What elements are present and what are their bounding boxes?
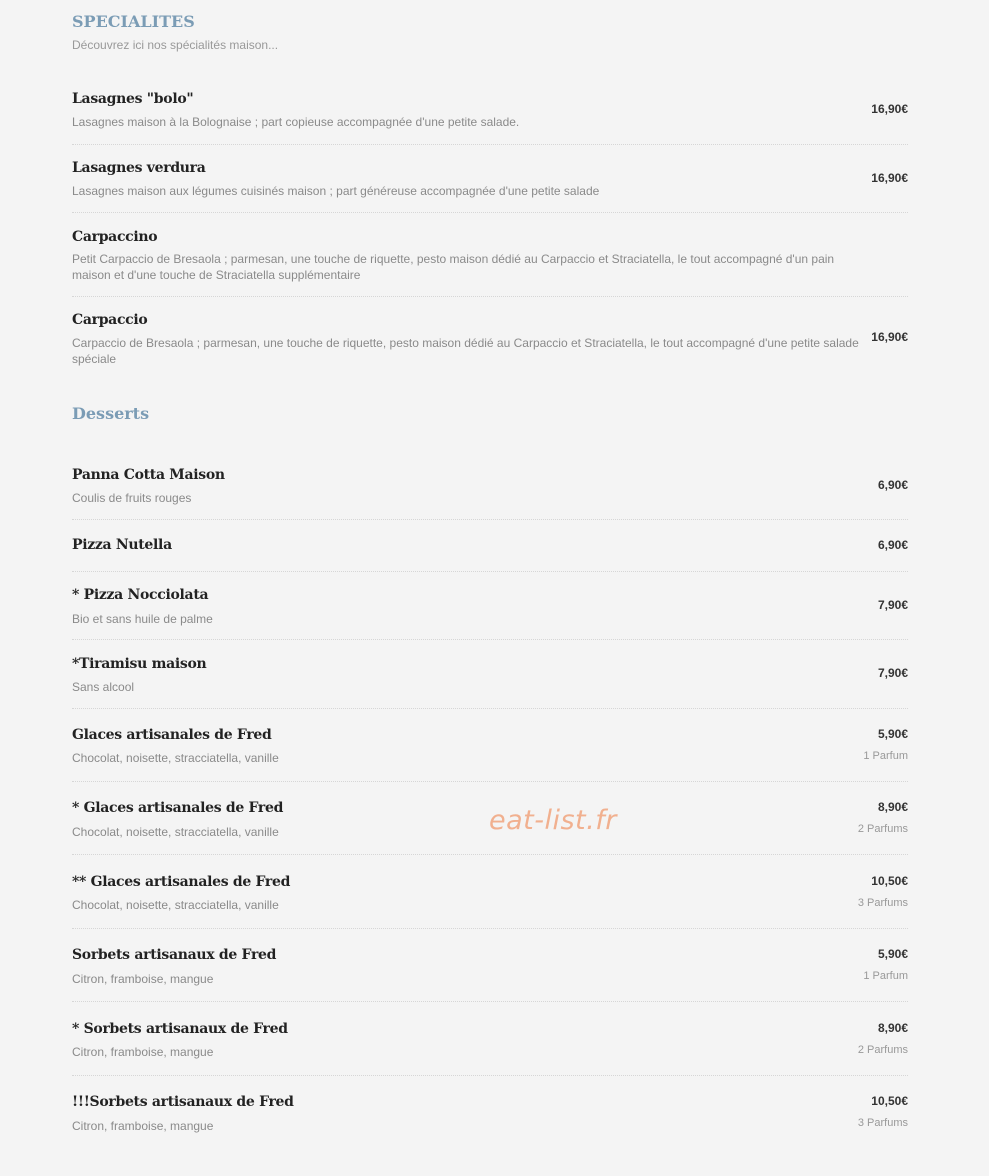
item-description: Sans alcool (72, 680, 135, 694)
item-name: * Glaces artisanales de Fred (72, 800, 284, 816)
item-description: Chocolat, noisette, stracciatella, vanille (72, 751, 279, 765)
item-portion-note: 2 Parfums (857, 823, 908, 835)
menu-item (72, 947, 908, 1002)
item-price: 5,90€ (877, 947, 908, 961)
item-description: Coulis de fruits rouges (72, 491, 192, 505)
item-price: 10,50€ (871, 874, 908, 888)
item-description: Bio et sans huile de palme (72, 612, 213, 626)
section-subtitle-specialites: Découvrez ici nos spécialités maison... (72, 38, 279, 52)
item-description: Petit Carpaccio de Bresaola ; parmesan, une touche de riquette, pesto maison dédié au Carpaccio et Straciatella, le tout accompagné d'un pain maison et d'une touche de Straciatella supplémentaire (72, 252, 835, 282)
item-name: Carpaccio (72, 312, 148, 328)
item-portion-note: 2 Parfums (857, 1044, 908, 1056)
menu-item (72, 656, 908, 709)
item-price: 16,90€ (871, 102, 908, 116)
item-price: 7,90€ (877, 666, 908, 680)
item-price: 16,90€ (871, 171, 908, 185)
item-name: Panna Cotta Maison (72, 467, 225, 483)
item-price: 10,50€ (871, 1094, 908, 1108)
menu-item (72, 160, 908, 213)
menu-item (72, 727, 908, 782)
item-price: 8,90€ (877, 800, 908, 814)
item-name: !!!Sorbets artisanaux de Fred (72, 1094, 294, 1110)
section-title-specialites: SPECIALITES (72, 12, 195, 31)
item-description: Chocolat, noisette, stracciatella, vanille (72, 825, 279, 839)
item-price: 7,90€ (877, 598, 908, 612)
item-portion-note: 1 Parfum (863, 750, 908, 762)
item-name: Carpaccino (72, 229, 158, 245)
item-description: Carpaccio de Bresaola ; parmesan, une touche de riquette, pesto maison dédié au Carpaccio et Straciatella, le tout accompagné d'une petite salade spéciale (72, 336, 859, 366)
item-name: Lasagnes verdura (72, 160, 206, 176)
watermark: eat-list.fr (489, 805, 617, 836)
menu-item (72, 467, 908, 520)
item-description: Citron, framboise, mangue (72, 972, 214, 986)
item-portion-note: 1 Parfum (863, 970, 908, 982)
section-title-desserts: Desserts (72, 404, 150, 423)
menu-item (72, 1094, 908, 1139)
item-description: Citron, framboise, mangue (72, 1045, 214, 1059)
menu-item (72, 1021, 908, 1076)
item-description: Lasagnes maison à la Bolognaise ; part copieuse accompagnée d'une petite salade. (72, 115, 520, 129)
item-price: 6,90€ (877, 478, 908, 492)
item-name: * Sorbets artisanaux de Fred (72, 1021, 288, 1037)
item-price: 5,90€ (877, 727, 908, 741)
item-name: * Pizza Nocciolata (72, 587, 209, 603)
item-name: Lasagnes "bolo" (72, 91, 194, 107)
item-name: ** Glaces artisanales de Fred (72, 874, 291, 890)
item-description: Lasagnes maison aux légumes cuisinés maison ; part généreuse accompagnée d'une petite salade (72, 184, 600, 198)
item-price: 16,90€ (871, 330, 908, 344)
item-price: 6,90€ (877, 538, 908, 552)
item-name: Glaces artisanales de Fred (72, 727, 272, 743)
menu-item (72, 874, 908, 929)
item-description: Citron, framboise, mangue (72, 1119, 214, 1133)
menu-item (72, 537, 908, 572)
item-description: Chocolat, noisette, stracciatella, vanille (72, 898, 279, 912)
menu-item (72, 229, 908, 297)
item-portion-note: 3 Parfums (857, 897, 908, 909)
item-portion-note: 3 Parfums (857, 1117, 908, 1129)
item-name: *Tiramisu maison (72, 656, 207, 672)
item-name: Sorbets artisanaux de Fred (72, 947, 277, 963)
menu-item (72, 587, 908, 640)
menu-item (72, 312, 908, 372)
item-price: 8,90€ (877, 1021, 908, 1035)
item-name: Pizza Nutella (72, 537, 172, 553)
menu-item (72, 91, 908, 145)
